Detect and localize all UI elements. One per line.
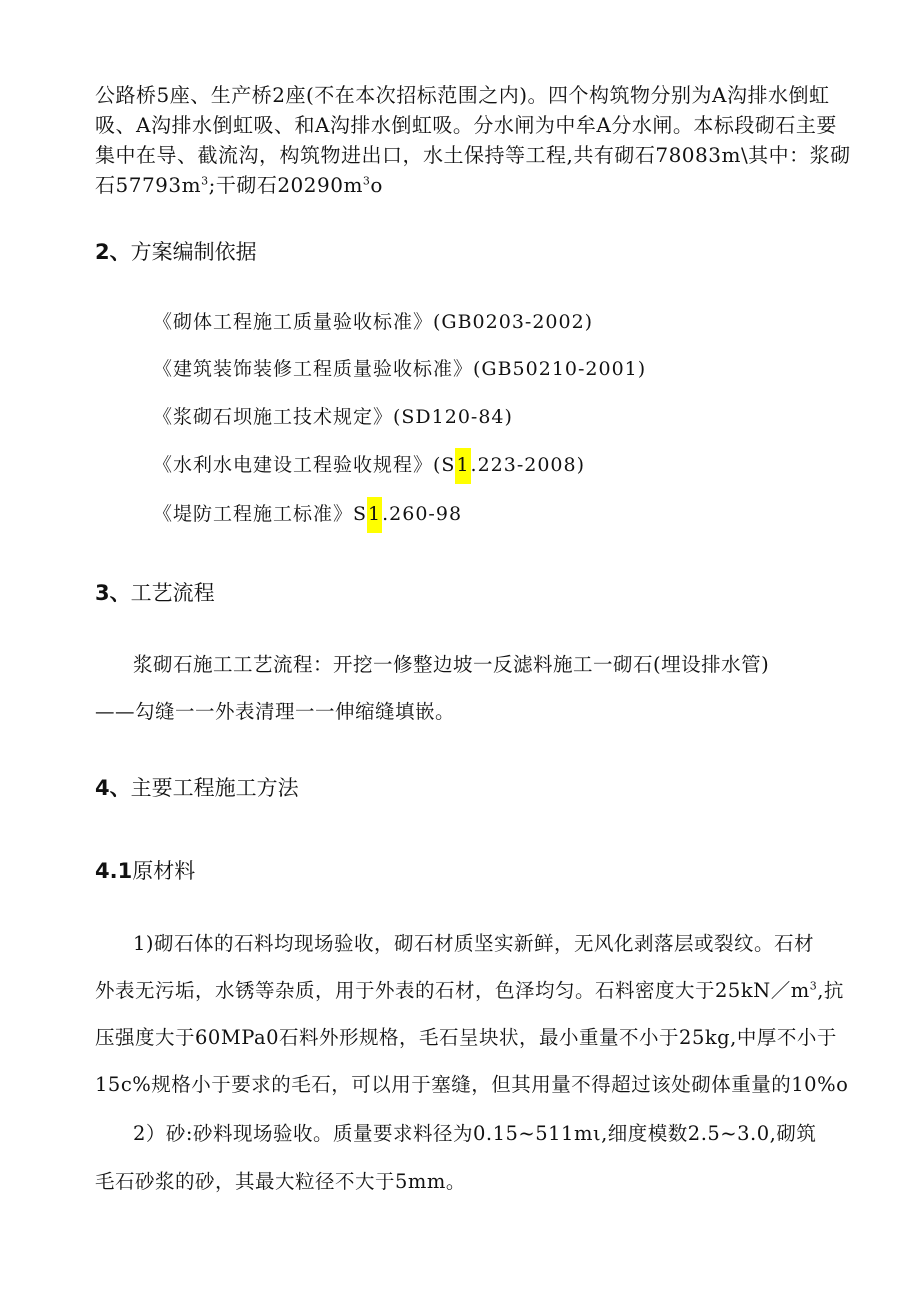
intro-line-2: 吸、A沟排水倒虹吸、和A沟排水倒虹吸。分水闸为中牟A分水闸。本标段砌石主要: [95, 113, 837, 137]
section-title: 原材料: [132, 859, 196, 883]
section-number: 4、: [95, 776, 131, 800]
reference-text: 《堤防工程施工标准》S: [153, 503, 368, 525]
material-item-1-line-1: 1)砌石体的石料均现场验收，砌石材质坚实新鲜，无风化剥落层或裂纹。石材: [133, 932, 815, 955]
reference-text: .223-2008): [470, 454, 586, 476]
section-number: 3、: [95, 581, 131, 605]
intro-line-4-c: o: [370, 173, 383, 197]
reference-item: 《浆砌石坝施工技术规定》(SD120-84): [153, 406, 513, 428]
section-title: 工艺流程: [130, 581, 215, 605]
intro-line-4-a: 石57793m: [95, 173, 202, 197]
superscript: 3: [201, 174, 209, 188]
material-item-2-line-2: 毛石砂浆的砂，其最大粒径不大于5mm。: [95, 1170, 466, 1193]
highlighted-char: 1: [367, 497, 382, 533]
superscript: 3: [809, 979, 818, 993]
superscript: 3: [362, 174, 371, 188]
section-3-heading: [95, 578, 215, 608]
reference-item: [153, 499, 462, 529]
section-number: 2、: [95, 240, 131, 264]
process-line-1: 浆砌石施工工艺流程：开挖一修整边坡一反滤料施工一砌石(埋设排水管): [133, 653, 770, 676]
reference-item: [153, 450, 585, 480]
intro-line-4: [95, 170, 830, 200]
section-2-heading: [95, 237, 257, 267]
process-line-2: ——勾缝一一外表清理一一伸缩缝填嵌。: [95, 700, 456, 723]
material-text: ,抗: [817, 979, 844, 1002]
intro-line-1: 公路桥5座、生产桥2座(不在本次招标范围之内)。四个构筑物分别为A沟排水倒虹: [95, 83, 830, 107]
material-text: 外表无污垢，水锈等杂质，用于外表的石材，色泽均匀。石料密度大于25kN／m: [95, 979, 810, 1002]
section-title: 主要工程施工方法: [130, 776, 299, 800]
intro-line-3: 集中在导、截流沟，构筑物进出口，水土保持等工程,共有砌石78083m\其中：浆砌: [95, 143, 851, 167]
section-number: 4.1: [95, 859, 133, 883]
reference-text: .260-98: [382, 503, 463, 525]
material-item-1-line-3: 压强度大于60MPa0石料外形规格，毛石呈块状，最小重量不小于25kg,中厚不小于: [95, 1026, 837, 1049]
reference-text: 《水利水电建设工程验收规程》(S: [153, 454, 456, 476]
material-item-2-line-1: 2）砂:砂料现场验收。质量要求料径为0.15~511mι,细度模数2.5~3.0,砌筑: [133, 1122, 817, 1145]
section-4-1-heading: [95, 856, 195, 886]
section-title: 方案编制依据: [130, 240, 257, 264]
intro-line-4-b: ;干砌石20290m: [208, 173, 363, 197]
material-item-1-line-4: 15c%规格小于要求的毛石，可以用于塞缝，但其用量不得超过该处砌体重量的10%o: [95, 1073, 849, 1096]
section-4-heading: [95, 773, 299, 803]
material-item-1-line-2: [95, 976, 844, 1006]
reference-item: 《砌体工程施工质量验收标准》(GB0203-2002): [153, 311, 594, 333]
reference-item: 《建筑装饰装修工程质量验收标准》(GB50210-2001): [153, 358, 647, 380]
highlighted-char: 1: [455, 448, 470, 484]
